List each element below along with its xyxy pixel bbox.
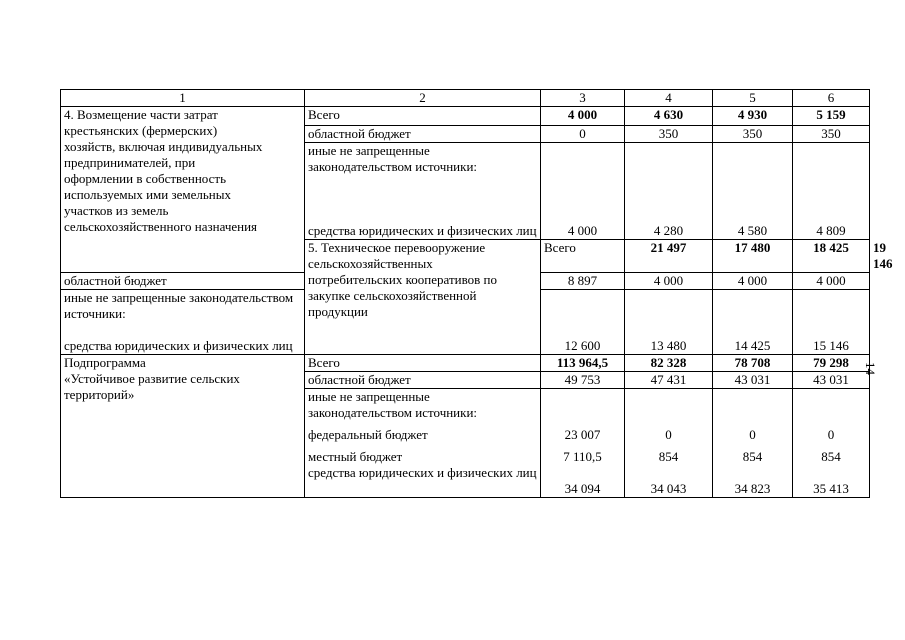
value-cell: 34 823 [734, 481, 771, 496]
value-cell: 79 298 [793, 355, 870, 372]
table-row [61, 355, 870, 372]
value-cell: 854 [658, 449, 679, 464]
value-cell: 5 159 [793, 107, 870, 126]
source-label: Всего [541, 240, 625, 273]
header-cell: 3 [541, 90, 625, 107]
value-cell: 4 000 [541, 143, 625, 240]
value-column [713, 389, 793, 498]
header-cell: 2 [305, 90, 541, 107]
other-sources-label: иные не запрещенные законодательством источники: [308, 389, 478, 420]
header-cell: 5 [713, 90, 793, 107]
value-cell: 43 031 [793, 372, 870, 389]
value-cell: 4 280 [625, 143, 713, 240]
value-cell: 113 964,5 [541, 355, 625, 372]
value-cell: 0 [827, 427, 835, 442]
header-row [61, 90, 870, 107]
value-cell: 4 809 [793, 143, 870, 240]
source-label: Всего [305, 107, 541, 126]
page-number: 14 [863, 362, 878, 375]
value-cell: 7 110,5 [563, 449, 602, 464]
other-sources-label: иные не запрещенные законодательством источники: [308, 143, 478, 174]
value-cell: 4 580 [713, 143, 793, 240]
value-cell: 12 600 [541, 290, 625, 355]
section-description: 4. Возмещение части затрат крестьянских (фермерских) хозяйств, включая индивидуальных предпринимателей, при оформлении в собственность используемых ими земельных участков из земель сельскохозяйственного назначения [61, 107, 305, 273]
value-column [625, 389, 713, 498]
other-sources-label: иные не запрещенные законодательством источники: [64, 290, 294, 321]
value-cell: 82 328 [625, 355, 713, 372]
value-cell: 43 031 [713, 372, 793, 389]
value-cell: 0 [665, 427, 672, 442]
value-column [541, 389, 625, 498]
header-cell: 6 [793, 90, 870, 107]
value-cell: 35 413 [813, 481, 849, 496]
legal-entities-label: средства юридических и физических лиц [308, 223, 537, 238]
budget-table [60, 89, 893, 498]
legal-entities-label: средства юридических и физических лиц [308, 465, 537, 480]
header-cell: 4 [625, 90, 713, 107]
value-cell: 0 [541, 126, 625, 143]
source-label: Всего [305, 355, 541, 372]
header-cell: 1 [61, 90, 305, 107]
value-cell: 47 431 [625, 372, 713, 389]
source-label [305, 143, 541, 240]
table-row [61, 107, 870, 126]
value-cell: 0 [749, 427, 756, 442]
source-label [61, 290, 305, 355]
value-cell: 4 930 [713, 107, 793, 126]
value-cell: 17 480 [713, 240, 793, 273]
value-cell: 49 753 [541, 372, 625, 389]
table-row: 5. Техническое перевооружение сельскохозяйственных потребительских кооперативов по закупке сельскохозяйственной продукции Всего 21 497 17 480 18 425 19 146 [61, 240, 870, 273]
value-cell: 4 000 [793, 273, 870, 290]
value-cell: 350 [625, 126, 713, 143]
section-description: 5. Техническое перевооружение сельскохозяйственных потребительских кооперативов по закупке сельскохозяйственной продукции [305, 240, 541, 355]
value-cell: 78 708 [713, 355, 793, 372]
value-cell: 4 000 [541, 107, 625, 126]
value-cell: 18 425 [793, 240, 870, 273]
source-label: областной бюджет [305, 126, 541, 143]
source-label: областной бюджет [61, 273, 305, 290]
value-cell: 34 094 [564, 481, 601, 496]
value-column [793, 389, 870, 498]
value-cell: 350 [713, 126, 793, 143]
value-cell: 854 [742, 449, 763, 464]
value-cell: 350 [793, 126, 870, 143]
source-label: областной бюджет [305, 372, 541, 389]
value-cell: 4 630 [625, 107, 713, 126]
local-label: местный бюджет [308, 449, 403, 464]
federal-label: федеральный бюджет [308, 427, 428, 442]
value-cell: 15 146 [793, 290, 870, 355]
value-cell: 34 043 [650, 481, 687, 496]
value-cell: 23 007 [564, 427, 601, 442]
value-cell: 8 897 [541, 273, 625, 290]
value-cell: 13 480 [625, 290, 713, 355]
legal-entities-label: средства юридических и физических лиц [64, 338, 293, 353]
section-description: Подпрограмма «Устойчивое развитие сельских территорий» [61, 355, 305, 498]
value-cell: 21 497 [625, 240, 713, 273]
value-cell: 4 000 [713, 273, 793, 290]
value-cell: 14 425 [713, 290, 793, 355]
value-cell: 4 000 [625, 273, 713, 290]
value-cell: 854 [821, 449, 841, 464]
source-label [305, 389, 541, 498]
